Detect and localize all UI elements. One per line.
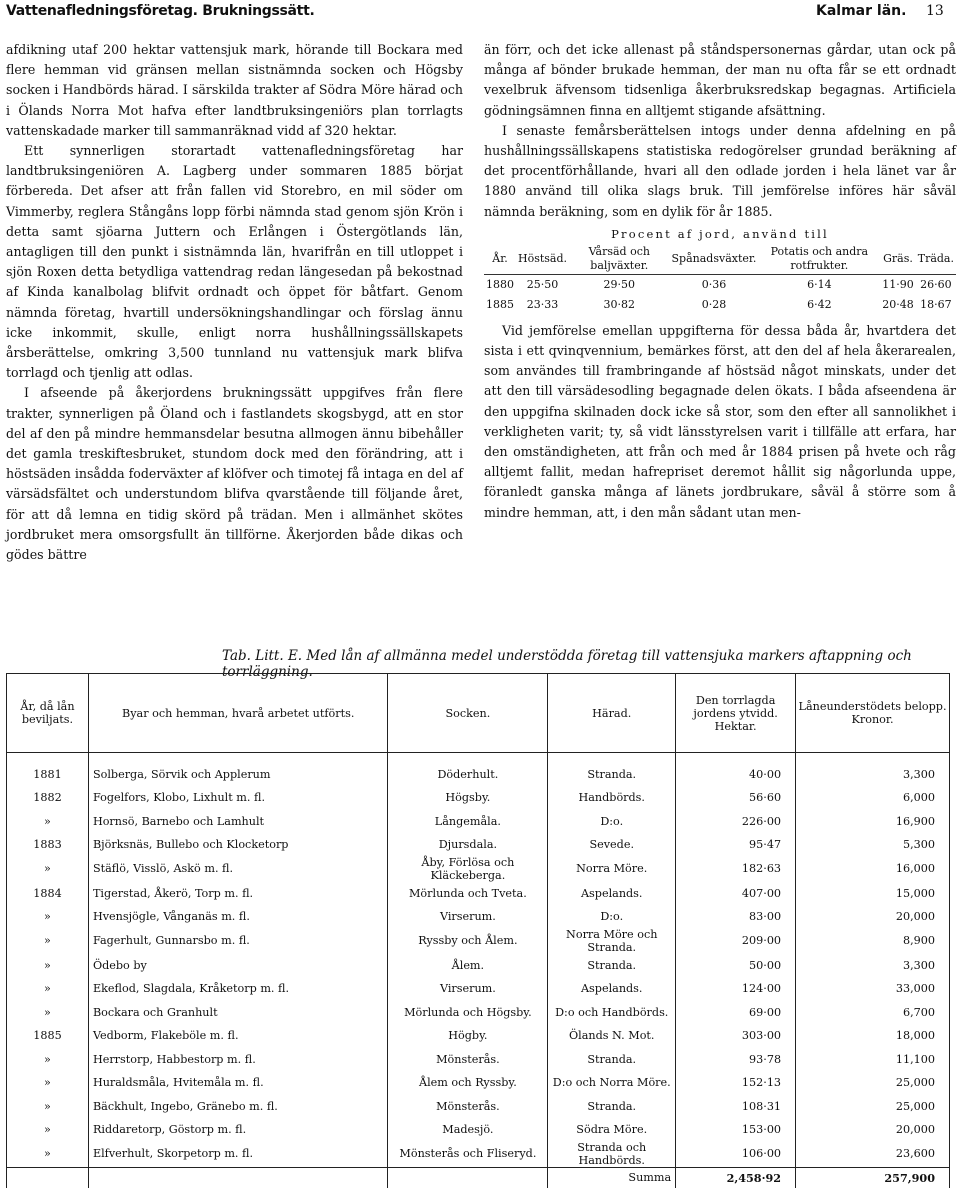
table-row: [7, 787, 950, 811]
header-section-title: Vattenafledningsföretag. Brukningssätt.: [6, 3, 315, 19]
parish-cell: Mönsterås.: [388, 1048, 548, 1072]
table-cell: 0·36: [701, 277, 727, 291]
parish-cell: Ryssby och Ålem.: [388, 929, 548, 954]
village-cell: Huraldsmåla, Hvitemåla m. fl.: [88, 1072, 388, 1096]
table-row: [7, 906, 950, 930]
year-cell: »: [7, 1119, 89, 1143]
parish-cell: Högby.: [388, 1025, 548, 1049]
year-cell: »: [7, 978, 89, 1002]
parish-cell: Ålem och Ryssby.: [388, 1072, 548, 1096]
column-header: Socken.: [388, 674, 548, 753]
column-header: Gräs.: [880, 244, 916, 275]
summa-area: 2,458·92: [676, 1168, 796, 1189]
summa-row: [7, 1168, 950, 1189]
column-header: Låneunderstödets belopp. Kronor.: [796, 674, 950, 753]
parish-cell: Madesjö.: [388, 1119, 548, 1143]
empty-cell: [388, 1168, 548, 1189]
paragraph: Vid jemförelse emellan uppgifterna för dessa båda år, hvartdera det sista i ett qvinqvennium, bemärkes först, att den del af hela åkerarealen, som användes till frambringande af höstsäd något minskats, under det att den till värsädesodling begagnade delen ökats. I båda afseendena är den uppgifna skilnaden dock icke så stor, som den efter all sannolikhet i verkligheten varit; ty, så vidt länsstyrelsen varit i tillfälle att erfara, har den omständigheten, att från och med år 1884 prisen på hvete och råg alltjemt fallit, medan hafrepriset deremot hållit sig någorlunda uppe, föranledt ganska många af länets jordbrukare, såväl å större som å mindre hemman, att, i den mån sådant utan men-: [484, 322, 956, 520]
paragraph: I afseende på åkerjordens brukningssätt uppgifves från flere trakter, synnerligen på Öland och i fastlandets skogsbygd, att en stor del af den på mindre hemmansdelar besutna allmogen ännu bibehåller det gamla treskiftesbruket, stundom dock med den förändring, att i höstsäden insådda foderväxter af klöfver och timotej få intaga en del af värsädsfältet och understundom blifva qvarstående till följande året, för att då lemna en tidig skörd på trädan. Men i allmänhet skötes jordbruket mera omsorgsfullt än tillförne. Åkerjorden både dikas och gödes bättre: [6, 385, 463, 563]
year-cell: 1881: [7, 753, 89, 787]
table-cell: 30·82: [603, 297, 636, 311]
table-cell: 20·48: [882, 297, 914, 311]
year-cell: »: [7, 954, 89, 978]
table-row: [7, 810, 950, 834]
table-cell: 6·14: [807, 277, 832, 291]
loan-cell: 16,000: [796, 857, 950, 882]
district-cell: Handbörds.: [548, 787, 676, 811]
district-cell: Stranda.: [548, 954, 676, 978]
column-header: Träda.: [916, 244, 956, 275]
area-cell: 303·00: [676, 1025, 796, 1049]
year-cell: »: [7, 857, 89, 882]
year-cell: »: [7, 1142, 89, 1168]
loan-cell: 18,000: [796, 1025, 950, 1049]
district-cell: Aspelands.: [548, 978, 676, 1002]
table-row: [7, 1142, 950, 1168]
village-cell: Riddaretorp, Göstorp m. fl.: [88, 1119, 388, 1143]
parish-cell: Ålem.: [388, 954, 548, 978]
table-row: [7, 978, 950, 1002]
paragraph: Ett synnerligen storartadt vattenafledningsföretag har landtbruksingeniören A. Lagberg under sommaren 1885 börjat förbereda. Det afser att från fallen vid Storebro, en mil söder om Vimmerby, reglera Stångåns lopp förbi nämnda stad genom sjön Krön i detta samt sjöarna Juttern och Erlången i Östergötlands län, antagligen till den punkt i sistnämnda län, hvarifrån en till utloppet i sjön Roxen detta betydliga vattendrag redan längesedan på bekostnad af Kinda kanalbolag blifvit ordnadt och öppet för båtfart. Genom nämnda företag, hvartill undersökningshandlingar och förslag ännu icke inkommit, skulle, enligt norra hushållningssällskapets årsberättelse, omkring 3,500 tunnland nu vattensjuk mark blifva torrlagd och tjenlig att odlas.: [6, 143, 463, 381]
district-cell: Sevede.: [548, 834, 676, 858]
summa-loan: 257,900: [796, 1168, 950, 1189]
empty-cell: [88, 1168, 388, 1189]
loan-cell: 20,000: [796, 906, 950, 930]
table-cell: 29·50: [603, 277, 636, 291]
district-cell: D:o och Handbörds.: [548, 1001, 676, 1025]
table-row: [7, 1119, 950, 1143]
header-county: Kalmar län.: [816, 3, 907, 19]
area-cell: 182·63: [676, 857, 796, 882]
table-cell: 25·50: [526, 277, 559, 291]
district-cell: D:o.: [548, 810, 676, 834]
page-number: 13: [926, 3, 944, 19]
loan-cell: 16,900: [796, 810, 950, 834]
table-row: [7, 1001, 950, 1025]
paragraph: I senaste femårsberättelsen intogs under denna afdelning en på hushållningssällskapens statistiska redogörelser grundad beräkning af det procentförhållande, hvari all den odlade jorden i hela länet var år 1880 använd till olika slags bruk. Till jemförelse införes här såväl nämnda beräkning, som en dylik för år 1885.: [484, 122, 956, 219]
year-cell: »: [7, 1048, 89, 1072]
loan-cell: 20,000: [796, 1119, 950, 1143]
parish-cell: Virserum.: [388, 906, 548, 930]
table-row: [7, 1095, 950, 1119]
area-cell: 83·00: [676, 906, 796, 930]
table-caption: Tab. Litt. E. Med lån af allmänna medel understödda företag till vattensjuka markers aftappning och torrläggning.: [222, 648, 912, 680]
running-header: [0, 0, 960, 26]
year-cell: 1883: [7, 834, 89, 858]
table-row: [7, 929, 950, 954]
column-header: År, då lån beviljats.: [7, 674, 89, 753]
loan-cell: 33,000: [796, 978, 950, 1002]
year-cell: »: [7, 906, 89, 930]
table-row: [484, 274, 956, 295]
village-cell: Stäflö, Visslö, Askö m. fl.: [88, 857, 388, 882]
year-cell: »: [7, 810, 89, 834]
percent-table: [484, 244, 956, 315]
area-cell: 106·00: [676, 1142, 796, 1168]
district-cell: Norra Möre och Stranda.: [548, 929, 676, 954]
table-row: [7, 753, 950, 787]
table-cell: 1885: [486, 297, 514, 311]
village-cell: Ödebo by: [88, 954, 388, 978]
area-cell: 56·60: [676, 787, 796, 811]
loan-table-body: [7, 753, 950, 1189]
village-cell: Bäckhult, Ingebo, Gränebo m. fl.: [88, 1095, 388, 1119]
table-cell: 23·33: [526, 297, 559, 311]
paragraph: än förr, och det icke allenast på ståndspersonernas gårdar, utan ock på många af bönder brukade hemman, der man nu ofta får se ett ordnadt vexelbruk äfvensom tidsenliga åkerbruksredskap begagnas. Artificiela gödningsämnen finna en alltjemt stigande afsättning.: [484, 42, 956, 118]
table-cell: 6·42: [807, 297, 832, 311]
district-cell: D:o och Norra Möre.: [548, 1072, 676, 1096]
district-cell: Stranda.: [548, 1048, 676, 1072]
district-cell: Södra Möre.: [548, 1119, 676, 1143]
village-cell: Björksnäs, Bullebo och Klocketorp: [88, 834, 388, 858]
area-cell: 407·00: [676, 882, 796, 906]
table-row: [7, 882, 950, 906]
area-cell: 209·00: [676, 929, 796, 954]
loan-cell: 23,600: [796, 1142, 950, 1168]
year-cell: 1885: [7, 1025, 89, 1049]
parish-cell: Mörlunda och Högsby.: [388, 1001, 548, 1025]
paragraph: afdikning utaf 200 hektar vattensjuk mark, hörande till Bockara med flere hemman vid gränsen mellan sistnämnda socken och Högsby socken i Handbörds härad. I särskilda trakter af Södra Möre härad och i Ölands Norra Mot hafva efter landtbruksingeniörs plan torrlagts vattenskadade marker till sammanräknad vidd af 320 hektar.: [6, 42, 463, 138]
table-row: [7, 857, 950, 882]
summa-label: Summa: [548, 1168, 676, 1189]
area-cell: 152·13: [676, 1072, 796, 1096]
table-cell: 0·28: [701, 297, 727, 311]
loan-cell: 25,000: [796, 1095, 950, 1119]
loan-table: [6, 673, 950, 1188]
area-cell: 50·00: [676, 954, 796, 978]
table-row: [7, 954, 950, 978]
column-header: Härad.: [548, 674, 676, 753]
area-cell: 93·78: [676, 1048, 796, 1072]
table-cell: 26·60: [920, 277, 952, 291]
area-cell: 69·00: [676, 1001, 796, 1025]
parish-cell: Mönsterås.: [388, 1095, 548, 1119]
percent-table-header-row: [484, 244, 956, 275]
percent-table-heading: Procent af jord, använd till: [611, 226, 829, 241]
parish-cell: Mörlunda och Tveta.: [388, 882, 548, 906]
year-cell: »: [7, 1001, 89, 1025]
village-cell: Hvensjögle, Vånganäs m. fl.: [88, 906, 388, 930]
village-cell: Herrstorp, Habbestorp m. fl.: [88, 1048, 388, 1072]
village-cell: Hornsö, Barnebo och Lamhult: [88, 810, 388, 834]
loan-cell: 6,700: [796, 1001, 950, 1025]
year-cell: »: [7, 929, 89, 954]
text-column-right: [484, 40, 956, 523]
year-cell: »: [7, 1095, 89, 1119]
loan-cell: 25,000: [796, 1072, 950, 1096]
district-cell: Stranda och Handbörds.: [548, 1142, 676, 1168]
column-header: Vårsäd och baljväxter.: [569, 244, 669, 275]
table-row: [484, 295, 956, 315]
empty-cell: [7, 1168, 89, 1189]
area-cell: 124·00: [676, 978, 796, 1002]
village-cell: Tigerstad, Åkerö, Torp m. fl.: [88, 882, 388, 906]
parish-cell: Mönsterås och Fliseryd.: [388, 1142, 548, 1168]
table-cell: 1880: [486, 277, 514, 291]
year-cell: 1884: [7, 882, 89, 906]
district-cell: Ölands N. Mot.: [548, 1025, 676, 1049]
district-cell: Norra Möre.: [548, 857, 676, 882]
column-header: Spånadsväxter.: [670, 244, 759, 275]
column-header: Potatis och andra rotfrukter.: [758, 244, 880, 275]
area-cell: 226·00: [676, 810, 796, 834]
table-cell: 11·90: [882, 277, 914, 291]
area-cell: 153·00: [676, 1119, 796, 1143]
loan-cell: 8,900: [796, 929, 950, 954]
village-cell: Bockara och Granhult: [88, 1001, 388, 1025]
village-cell: Vedborm, Flakeböle m. fl.: [88, 1025, 388, 1049]
loan-cell: 6,000: [796, 787, 950, 811]
table-row: [7, 1025, 950, 1049]
loan-cell: 3,300: [796, 753, 950, 787]
column-header: Höstsäd.: [516, 244, 569, 275]
area-cell: 95·47: [676, 834, 796, 858]
year-cell: 1882: [7, 787, 89, 811]
area-cell: 108·31: [676, 1095, 796, 1119]
village-cell: Solberga, Sörvik och Applerum: [88, 753, 388, 787]
table-row: [7, 1048, 950, 1072]
district-cell: D:o.: [548, 906, 676, 930]
parish-cell: Högsby.: [388, 787, 548, 811]
village-cell: Elfverhult, Skorpetorp m. fl.: [88, 1142, 388, 1168]
column-header: Den torrlagda jordens ytvidd. Hektar.: [676, 674, 796, 753]
parish-cell: Långemåla.: [388, 810, 548, 834]
village-cell: Ekeflod, Slagdala, Kråketorp m. fl.: [88, 978, 388, 1002]
loan-cell: 3,300: [796, 954, 950, 978]
table-cell: 18·67: [920, 297, 952, 311]
village-cell: Fogelfors, Klobo, Lixhult m. fl.: [88, 787, 388, 811]
loan-cell: 5,300: [796, 834, 950, 858]
parish-cell: Virserum.: [388, 978, 548, 1002]
parish-cell: Döderhult.: [388, 753, 548, 787]
village-cell: Fagerhult, Gunnarsbo m. fl.: [88, 929, 388, 954]
district-cell: Aspelands.: [548, 882, 676, 906]
text-column-left: [6, 40, 463, 565]
loan-cell: 15,000: [796, 882, 950, 906]
column-header: År.: [484, 244, 516, 275]
year-cell: »: [7, 1072, 89, 1096]
table-row: [7, 1072, 950, 1096]
parish-cell: Djursdala.: [388, 834, 548, 858]
column-header: Byar och hemman, hvarå arbetet utförts.: [88, 674, 388, 753]
district-cell: Stranda.: [548, 1095, 676, 1119]
district-cell: Stranda.: [548, 753, 676, 787]
table-row: [7, 834, 950, 858]
loan-cell: 11,100: [796, 1048, 950, 1072]
loan-table-header-row: [7, 674, 950, 753]
parish-cell: Åby, Förlösa och Kläckeberga.: [388, 857, 548, 882]
area-cell: 40·00: [676, 753, 796, 787]
